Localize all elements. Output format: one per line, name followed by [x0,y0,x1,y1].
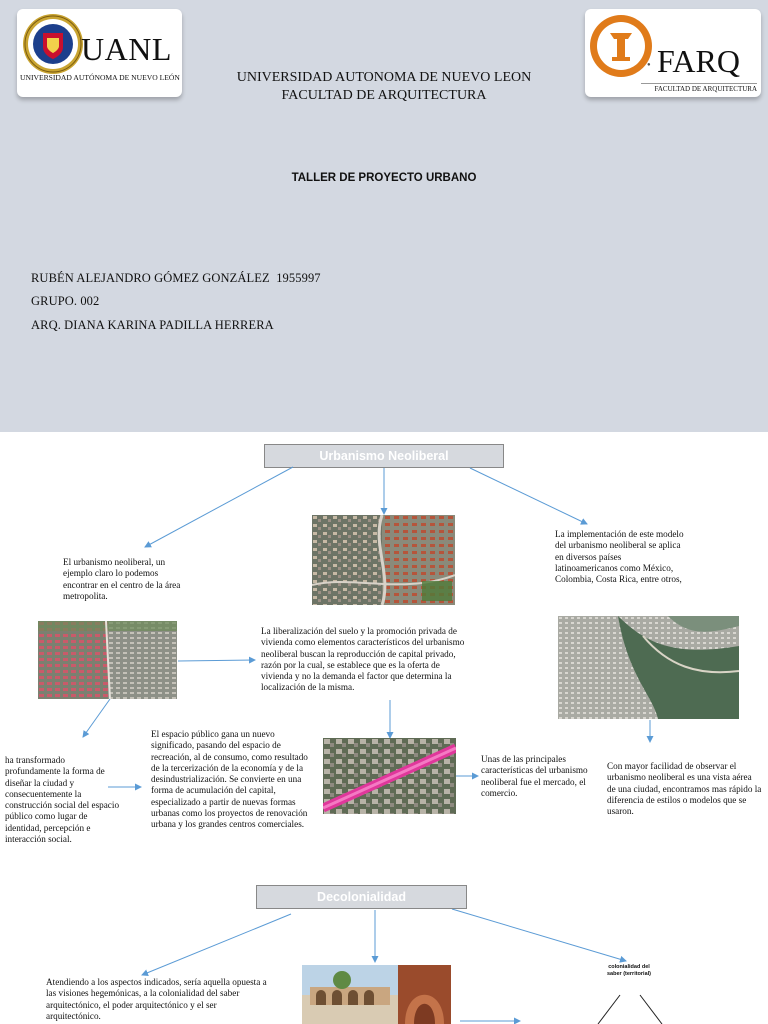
course-title: TALLER DE PROYECTO URBANO [291,172,477,184]
student-name: RUBÉN ALEJANDRO GÓMEZ GONZÁLEZ 1955997 [31,271,321,285]
text-latin-america: La implementación de este modelo del urbanismo neoliberal se aplica en diversos países latinoamericanos como México, Colombia, Costa Rica, entre otros, [555,529,684,585]
text-aerial-view: Con mayor facilidad de observar el urbanismo neoliberal es una vista aérea de una ciudad, encontramos mas rápido la diferencia de estilos o modelos que se usaron. [607,761,762,817]
group-number: GRUPO. 002 [31,294,100,308]
text-land-liberalization: La liberalización del suelo y la promoción privada de vivienda como elementos característicos del urbanismo neoliberal buscan la reproducción de capital privado, razón por la cual, se establece que es la oferta de vivienda y no la demanda el factor que determina la localización de la misma. [261,626,465,693]
colonial-architecture-photo [302,965,451,1024]
heading-urbanismo-neoliberal: Urbanismo Neoliberal [264,444,504,468]
text-public-space-meaning: El espacio público gana un nuevo significado, pasando del espacio de recreación, al de consumo, como resultado de la tercerización de la economía y de la desindustrialización. Se convierte en una forma de acumulación del capital, especializado a partir de nuevas formas urbanas como los proyectos de renovación urbana y los grandes centros comerciales. [151,729,308,830]
farq-logo: ● FARQ FACULTAD DE ARQUITECTURA [585,9,761,97]
text-decolonial-aspects: Atendiendo a los aspectos indicados, sería aquella opuesta a las visiones hegemónicas, a la colonialidad del saber arquitectónico, el poder arquitectónico y el ser arquitectónico. [46,977,267,1021]
faculty-name: FACULTAD DE ARQUITECTURA [281,88,487,103]
aerial-neighborhood-photo [312,515,455,605]
uanl-logo-subtext: UNIVERSIDAD AUTÓNOMA DE NUEVO LEÓN [20,73,180,82]
uanl-logo-text: UANL [81,31,172,67]
text-metropolitan-example: El urbanismo neoliberal, un ejemplo claro lo podemos encontrar en el centro de la área metropolita. [63,557,181,601]
commercial-avenue-photo [323,738,456,814]
housing-aerial-photo [38,621,177,699]
farq-logo-text: FARQ [657,43,740,79]
heading-decolonialidad: Decolonialidad [256,885,467,909]
teacher-name: ARQ. DIANA KARINA PADILLA HERRERA [31,318,274,332]
diagram-colonialidad-saber: colonialidad del saber (territorial) [606,964,651,977]
coastal-city-aerial-photo [558,616,739,719]
text-public-space-design: ha transformado profundamente la forma de diseñar la ciudad y consecuentemente la construcción social del espacio público como lugar de identidad, percepción e interacción social. [5,755,120,845]
farq-logo-subtext: FACULTAD DE ARQUITECTURA [641,83,757,93]
university-name: UNIVERSIDAD AUTONOMA DE NUEVO LEON [236,70,532,85]
text-market-commerce: Unas de las principales características del urbanismo neoliberal fue el mercado, el comercio. [481,754,588,798]
